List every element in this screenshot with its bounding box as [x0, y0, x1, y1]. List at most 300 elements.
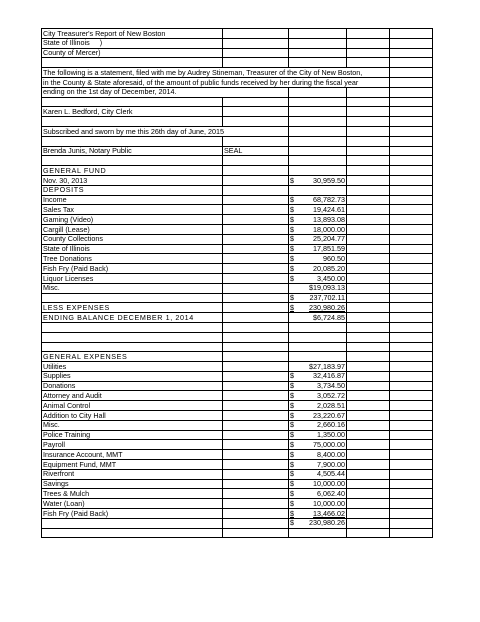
amount-value: 1,350.00 [317, 430, 345, 440]
cell[interactable] [223, 362, 289, 372]
cell[interactable] [223, 352, 289, 362]
amount-value: 10,000.00 [313, 479, 345, 489]
cell[interactable] [223, 391, 289, 401]
cell[interactable] [390, 146, 433, 156]
cell[interactable] [347, 479, 390, 489]
opening-balance-label[interactable]: Nov. 30, 2013 [42, 175, 223, 185]
cell[interactable] [347, 430, 390, 440]
cell[interactable] [390, 362, 433, 372]
cell[interactable] [390, 117, 433, 127]
line-item-amount[interactable] [289, 283, 347, 293]
amount-value: $27,183.97 [309, 361, 345, 371]
cell[interactable] [347, 440, 390, 450]
cell[interactable] [289, 156, 347, 166]
cell[interactable] [347, 254, 390, 264]
sheet-row [42, 293, 433, 303]
cell[interactable] [390, 175, 433, 185]
line-item-amount[interactable] [289, 469, 347, 479]
amount-value: 32,416.87 [313, 371, 345, 381]
cell[interactable] [347, 371, 390, 381]
cell[interactable] [347, 264, 390, 274]
line-item-amount[interactable] [289, 499, 347, 509]
sheet-row [42, 185, 433, 195]
line-item-amount[interactable] [289, 479, 347, 489]
cell[interactable] [347, 195, 390, 205]
cell[interactable] [347, 391, 390, 401]
cell[interactable] [289, 352, 347, 362]
line-item-label[interactable]: Riverfront [42, 469, 223, 479]
cell[interactable] [390, 518, 433, 528]
statement-line-1[interactable]: The following is a statement, filed with me by Audrey Stineman, Treasurer of the City of New Boston, [42, 68, 390, 78]
expense-row [42, 391, 433, 401]
amount-value: 13,466.02 [313, 508, 345, 518]
line-item-label[interactable]: Misc. [42, 420, 223, 430]
dollar-sign: $ [290, 449, 294, 459]
deposit-row [42, 195, 433, 205]
line-item-label[interactable]: Cargill (Lease) [42, 224, 223, 234]
cell[interactable] [390, 48, 433, 58]
cell[interactable] [390, 68, 433, 78]
cell[interactable] [289, 107, 347, 117]
cell[interactable] [390, 401, 433, 411]
cell[interactable] [223, 342, 289, 352]
cell[interactable] [390, 156, 433, 166]
line-item-amount[interactable] [289, 205, 347, 215]
cell[interactable] [390, 87, 433, 97]
cell[interactable] [42, 293, 223, 303]
cell[interactable] [289, 185, 347, 195]
sheet-row [42, 342, 433, 352]
line-item-label[interactable]: State of Illinois [42, 244, 223, 254]
cell[interactable] [223, 58, 289, 68]
cell[interactable] [223, 224, 289, 234]
line-item-amount[interactable] [289, 430, 347, 440]
line-item-amount[interactable] [289, 273, 347, 283]
cell[interactable] [390, 440, 433, 450]
cell[interactable] [223, 322, 289, 332]
cell[interactable] [390, 303, 433, 313]
dollar-sign: $ [290, 430, 294, 440]
cell[interactable] [289, 126, 347, 136]
expense-row [42, 460, 433, 470]
cell[interactable] [347, 332, 390, 342]
cell[interactable] [289, 87, 347, 97]
cell[interactable] [223, 518, 289, 528]
cell[interactable] [223, 401, 289, 411]
statement-line-2[interactable]: in the County & State aforesaid, of the amount of public funds received by her during the fiscal year [42, 77, 390, 87]
deposits-heading[interactable]: DEPOSITS [42, 185, 223, 195]
cell[interactable] [347, 224, 390, 234]
cell[interactable] [223, 117, 289, 127]
cell[interactable] [390, 136, 433, 146]
cell[interactable] [223, 195, 289, 205]
cell[interactable] [223, 313, 289, 323]
line-item-label[interactable]: Equipment Fund, MMT [42, 460, 223, 470]
statement-line-3[interactable]: ending on the 1st day of December, 2014. [42, 87, 289, 97]
cell[interactable] [223, 156, 289, 166]
cell[interactable] [390, 460, 433, 470]
line-item-label[interactable]: Trees & Mulch [42, 489, 223, 499]
cell[interactable] [390, 342, 433, 352]
header-line-3[interactable]: County of Mercer) [42, 48, 223, 58]
line-item-label[interactable]: Gaming (Video) [42, 215, 223, 225]
line-item-amount[interactable] [289, 224, 347, 234]
cell[interactable] [390, 195, 433, 205]
cell[interactable] [347, 362, 390, 372]
line-item-amount[interactable] [289, 244, 347, 254]
cell[interactable] [223, 303, 289, 313]
line-item-amount[interactable] [289, 234, 347, 244]
cell[interactable] [347, 450, 390, 460]
line-item-amount[interactable] [289, 362, 347, 372]
cell[interactable] [390, 126, 433, 136]
sworn-statement[interactable]: Subscribed and sworn by me this 26th day of June, 2015 [42, 126, 289, 136]
cell[interactable] [390, 273, 433, 283]
cell[interactable] [347, 215, 390, 225]
general-fund-heading[interactable]: GENERAL FUND [42, 166, 223, 176]
cell[interactable] [390, 215, 433, 225]
cell[interactable] [42, 136, 223, 146]
cell[interactable] [347, 273, 390, 283]
expense-row [42, 371, 433, 381]
seal-label[interactable]: SEAL [223, 146, 289, 156]
cell[interactable] [390, 97, 433, 107]
cell[interactable] [390, 332, 433, 342]
line-item-label[interactable]: Fish Fry (Paid Back) [42, 264, 223, 274]
dollar-sign: $ [290, 420, 294, 430]
cell[interactable] [223, 234, 289, 244]
cell[interactable] [347, 185, 390, 195]
cell[interactable] [347, 87, 390, 97]
cell[interactable] [347, 136, 390, 146]
line-item-amount[interactable] [289, 440, 347, 450]
cell[interactable] [223, 175, 289, 185]
cell[interactable] [347, 303, 390, 313]
line-item-amount[interactable] [289, 264, 347, 274]
cell[interactable] [223, 332, 289, 342]
cell[interactable] [390, 430, 433, 440]
less-expenses-amount[interactable] [289, 303, 347, 313]
cell[interactable] [223, 264, 289, 274]
deposit-row [42, 264, 433, 274]
expense-row [42, 411, 433, 421]
cell[interactable] [347, 48, 390, 58]
line-item-amount[interactable] [289, 381, 347, 391]
cell[interactable] [347, 234, 390, 244]
cell[interactable] [223, 283, 289, 293]
cell[interactable] [223, 254, 289, 264]
line-item-label[interactable]: Sales Tax [42, 205, 223, 215]
dollar-sign: $ [290, 508, 294, 518]
cell[interactable] [390, 283, 433, 293]
line-item-label[interactable]: Attorney and Audit [42, 391, 223, 401]
cell[interactable] [390, 38, 433, 48]
deposit-row [42, 254, 433, 264]
cell[interactable] [347, 38, 390, 48]
opening-balance-amount[interactable] [289, 175, 347, 185]
line-item-amount[interactable] [289, 215, 347, 225]
cell[interactable] [223, 185, 289, 195]
cell[interactable] [347, 58, 390, 68]
cell[interactable] [289, 97, 347, 107]
cell[interactable] [347, 509, 390, 519]
cell[interactable] [42, 528, 223, 538]
cell[interactable] [289, 166, 347, 176]
cell[interactable] [390, 58, 433, 68]
cell[interactable] [390, 254, 433, 264]
cell[interactable] [347, 342, 390, 352]
general-expenses-heading[interactable]: GENERAL EXPENSES [42, 352, 223, 362]
amount-value: 3,450.00 [317, 273, 345, 283]
deposits-subtotal[interactable] [289, 293, 347, 303]
line-item-label[interactable]: Fish Fry (Paid Back) [42, 509, 223, 519]
cell[interactable] [390, 352, 433, 362]
cell[interactable] [223, 29, 289, 39]
cell[interactable] [223, 205, 289, 215]
line-item-amount[interactable] [289, 195, 347, 205]
cell[interactable] [223, 450, 289, 460]
line-item-amount[interactable] [289, 254, 347, 264]
expense-row [42, 420, 433, 430]
cell[interactable] [347, 518, 390, 528]
cell[interactable] [347, 175, 390, 185]
cell[interactable] [223, 440, 289, 450]
cell[interactable] [223, 430, 289, 440]
cell[interactable] [390, 420, 433, 430]
cell[interactable] [223, 244, 289, 254]
expense-row [42, 440, 433, 450]
cell[interactable] [289, 342, 347, 352]
cell[interactable] [347, 420, 390, 430]
cell[interactable] [390, 244, 433, 254]
cell[interactable] [390, 264, 433, 274]
line-item-label[interactable]: County Collections [42, 234, 223, 244]
cell[interactable] [347, 126, 390, 136]
cell[interactable] [390, 469, 433, 479]
dollar-sign: $ [290, 244, 294, 254]
line-item-amount[interactable] [289, 391, 347, 401]
cell[interactable] [347, 401, 390, 411]
notary-signature[interactable]: Brenda Junis, Notary Public [42, 146, 223, 156]
cell[interactable] [390, 499, 433, 509]
cell[interactable] [223, 136, 289, 146]
cell[interactable] [223, 479, 289, 489]
line-item-label[interactable]: Savings [42, 479, 223, 489]
amount-value: 230,980.26 [309, 302, 345, 312]
cell[interactable] [347, 283, 390, 293]
deposit-row [42, 224, 433, 234]
cell[interactable] [223, 48, 289, 58]
header-line-1[interactable]: City Treasurer's Report of New Boston [42, 29, 223, 39]
cell[interactable] [42, 322, 223, 332]
dollar-sign: $ [290, 479, 294, 489]
cell[interactable] [289, 38, 347, 48]
cell[interactable] [347, 156, 390, 166]
dollar-sign: $ [290, 273, 294, 283]
cell[interactable] [289, 29, 347, 39]
cell[interactable] [223, 381, 289, 391]
cell[interactable] [223, 97, 289, 107]
cell[interactable] [347, 97, 390, 107]
expense-row [42, 362, 433, 372]
sheet-row [42, 313, 433, 323]
amount-value: 960.50 [323, 253, 345, 263]
cell[interactable] [289, 146, 347, 156]
cell[interactable] [347, 205, 390, 215]
cell[interactable] [347, 107, 390, 117]
cell[interactable] [347, 460, 390, 470]
expenses-total[interactable] [289, 518, 347, 528]
cell[interactable] [347, 166, 390, 176]
sheet-row [42, 126, 433, 136]
sheet-row [42, 166, 433, 176]
cell[interactable] [347, 499, 390, 509]
cell[interactable] [347, 146, 390, 156]
cell[interactable] [289, 58, 347, 68]
cell[interactable] [223, 460, 289, 470]
deposit-row [42, 215, 433, 225]
line-item-label[interactable]: Addition to City Hall [42, 411, 223, 421]
amount-value: 10,000.00 [313, 498, 345, 508]
amount-value: 2,660.16 [317, 420, 345, 430]
cell[interactable] [390, 313, 433, 323]
cell[interactable] [390, 234, 433, 244]
cell[interactable] [347, 528, 390, 538]
ending-balance-label[interactable]: ENDING BALANCE DECEMBER 1, 2014 [42, 313, 223, 323]
cell[interactable] [347, 411, 390, 421]
less-expenses-label[interactable]: LESS EXPENSES [42, 303, 223, 313]
line-item-label[interactable]: Misc. [42, 283, 223, 293]
cell[interactable] [347, 29, 390, 39]
cell[interactable] [223, 215, 289, 225]
line-item-label[interactable]: Payroll [42, 440, 223, 450]
expense-row [42, 489, 433, 499]
cell[interactable] [347, 469, 390, 479]
dollar-sign: $ [290, 489, 294, 499]
cell[interactable] [347, 322, 390, 332]
cell[interactable] [390, 381, 433, 391]
cell[interactable] [347, 244, 390, 254]
clerk-signature[interactable]: Karen L. Bedford, City Clerk [42, 107, 223, 117]
line-item-amount[interactable] [289, 411, 347, 421]
cell[interactable] [390, 371, 433, 381]
cell[interactable] [223, 499, 289, 509]
line-item-amount[interactable] [289, 509, 347, 519]
line-item-amount[interactable] [289, 401, 347, 411]
line-item-label[interactable]: Utilities [42, 362, 223, 372]
deposit-row [42, 244, 433, 254]
cell[interactable] [223, 528, 289, 538]
cell[interactable] [390, 391, 433, 401]
cell[interactable] [223, 38, 289, 48]
ending-balance-amount[interactable]: $6,724.85 [289, 313, 347, 323]
cell[interactable] [223, 273, 289, 283]
cell[interactable] [390, 107, 433, 117]
cell[interactable] [347, 489, 390, 499]
cell[interactable] [390, 205, 433, 215]
cell[interactable] [390, 411, 433, 421]
amount-value: $19,093.13 [309, 283, 345, 293]
line-item-label[interactable]: Water (Loan) [42, 499, 223, 509]
line-item-label[interactable]: Supplies [42, 371, 223, 381]
cell[interactable] [390, 29, 433, 39]
cell[interactable] [223, 420, 289, 430]
sheet-row [42, 518, 433, 528]
cell[interactable] [223, 293, 289, 303]
cell[interactable] [289, 48, 347, 58]
dollar-sign: $ [290, 224, 294, 234]
cell[interactable] [390, 509, 433, 519]
cell[interactable] [347, 381, 390, 391]
line-item-label[interactable]: Income [42, 195, 223, 205]
cell[interactable] [347, 117, 390, 127]
line-item-label[interactable]: Liquor Licenses [42, 273, 223, 283]
sheet-row [42, 68, 433, 78]
cell[interactable] [42, 518, 223, 528]
line-item-label[interactable]: Tree Donations [42, 254, 223, 264]
cell[interactable] [390, 489, 433, 499]
cell[interactable] [289, 528, 347, 538]
line-item-amount[interactable] [289, 371, 347, 381]
line-item-label[interactable]: Insurance Account, MMT [42, 450, 223, 460]
line-item-amount[interactable] [289, 489, 347, 499]
cell[interactable] [390, 322, 433, 332]
cell[interactable] [289, 322, 347, 332]
cell[interactable] [347, 352, 390, 362]
deposit-row [42, 283, 433, 293]
cell[interactable] [223, 371, 289, 381]
cell[interactable] [42, 332, 223, 342]
amount-value: 30,959.50 [313, 175, 345, 185]
cell[interactable] [390, 528, 433, 538]
cell[interactable] [223, 166, 289, 176]
cell[interactable] [289, 332, 347, 342]
cell[interactable] [223, 469, 289, 479]
cell[interactable] [289, 117, 347, 127]
line-item-amount[interactable] [289, 460, 347, 470]
cell[interactable] [223, 411, 289, 421]
cell[interactable] [42, 117, 223, 127]
cell[interactable] [390, 293, 433, 303]
cell[interactable] [42, 156, 223, 166]
cell[interactable] [390, 224, 433, 234]
sheet-row [42, 97, 433, 107]
cell[interactable] [223, 107, 289, 117]
cell[interactable] [42, 342, 223, 352]
amount-value: 68,782.73 [313, 195, 345, 205]
cell[interactable] [390, 450, 433, 460]
cell[interactable] [347, 293, 390, 303]
line-item-amount[interactable] [289, 450, 347, 460]
cell[interactable] [223, 489, 289, 499]
line-item-label[interactable]: Donations [42, 381, 223, 391]
cell[interactable] [390, 166, 433, 176]
cell[interactable] [390, 479, 433, 489]
amount-value: 17,851.59 [313, 244, 345, 254]
cell[interactable] [42, 97, 223, 107]
cell[interactable] [390, 77, 433, 87]
cell[interactable] [347, 313, 390, 323]
line-item-amount[interactable] [289, 420, 347, 430]
cell[interactable] [223, 509, 289, 519]
line-item-label[interactable]: Animal Control [42, 401, 223, 411]
sheet-row [42, 352, 433, 362]
header-line-2[interactable]: State of Illinois ) [42, 38, 223, 48]
cell[interactable] [390, 185, 433, 195]
cell[interactable] [289, 136, 347, 146]
line-item-label[interactable]: Police Training [42, 430, 223, 440]
cell[interactable] [42, 58, 223, 68]
